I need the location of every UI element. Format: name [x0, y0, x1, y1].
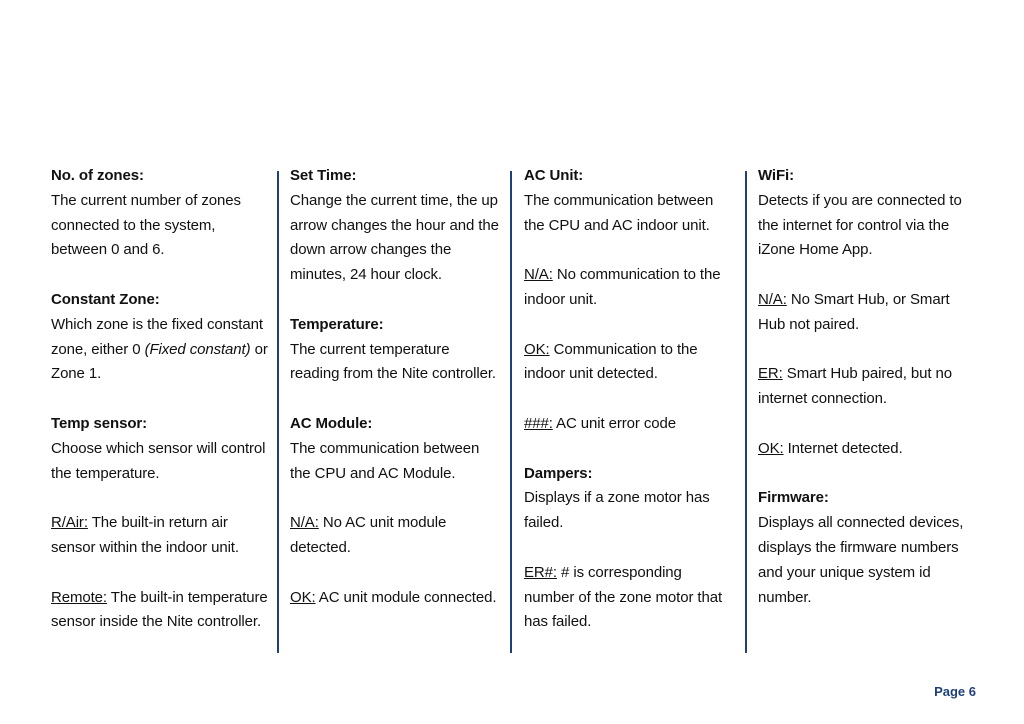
ac-module-heading: AC Module: — [290, 414, 373, 432]
ac-unit-na-entry — [524, 263, 736, 313]
constant-zone-description — [51, 313, 273, 387]
rair-entry — [51, 511, 273, 561]
wifi-ok-label: OK: — [758, 439, 784, 457]
dampers-er-label: ER#: — [524, 563, 557, 581]
ac-module-ok-label: OK: — [290, 588, 316, 606]
firmware-heading: Firmware: — [758, 489, 829, 507]
constant-zone-heading: Constant Zone: — [51, 290, 160, 308]
zones-heading: No. of zones: — [51, 167, 144, 184]
ac-unit-error-entry — [524, 412, 736, 437]
remote-entry — [51, 586, 273, 636]
wifi-na-label: N/A: — [758, 290, 787, 308]
column-divider-3 — [745, 171, 747, 653]
ac-unit-ok-description: Communication to the indoor unit detected. — [524, 340, 698, 383]
wifi-er-label: ER: — [758, 365, 783, 383]
temperature-heading: Temperature: — [290, 315, 384, 333]
column-divider-1 — [277, 171, 279, 653]
dampers-er-description: # is corresponding number of the zone motor that has failed. — [524, 563, 723, 631]
wifi-description: Detects if you are connected to the internet for control via the iZone Home App. — [758, 191, 962, 259]
ac-module-na-label: N/A: — [290, 514, 319, 532]
ac-unit-na-label: N/A: — [524, 266, 553, 284]
ac-module-description: The communication between the CPU and AC Module. — [290, 439, 480, 482]
wifi-ok-description: Internet detected. — [783, 439, 903, 457]
ac-unit-ok-label: OK: — [524, 340, 550, 358]
set-time-description: Change the current time, the up arrow changes the hour and the down arrow changes the minutes, 24 hour clock. — [290, 191, 499, 284]
ac-unit-description: The communication between the CPU and AC indoor unit. — [524, 191, 714, 234]
constant-zone-italic: (Fixed constant) — [144, 340, 251, 358]
dampers-description: Displays if a zone motor has failed. — [524, 489, 710, 532]
temperature-description: The current temperature reading from the Nite controller. — [290, 340, 496, 383]
temp-sensor-heading: Temp sensor: — [51, 414, 148, 432]
zones-description: The current number of zones connected to the system, between 0 and 6. — [51, 191, 241, 259]
column-wifi — [758, 164, 980, 610]
ac-unit-na-description: No communication to the indoor unit. — [524, 266, 721, 308]
wifi-na-entry — [758, 288, 980, 338]
wifi-ok-entry — [758, 437, 980, 462]
ac-unit-heading: AC Unit: — [524, 167, 584, 184]
page-number: Page 6 — [934, 684, 976, 699]
ac-module-na-description: No AC unit module detected. — [290, 514, 447, 556]
ac-unit-error-description: AC unit error code — [552, 414, 676, 432]
column-zones — [51, 164, 273, 635]
wifi-na-description: No Smart Hub, or Smart Hub not paired. — [758, 290, 950, 333]
wifi-er-entry — [758, 362, 980, 412]
ac-unit-error-label: ###: — [524, 414, 553, 432]
remote-description: The built-in temperature sensor inside the Nite controller. — [51, 588, 268, 631]
firmware-description: Displays all connected devices, displays the firmware numbers and your unique system id number. — [758, 514, 964, 606]
column-time — [290, 164, 502, 610]
dampers-heading: Dampers: — [524, 464, 593, 482]
rair-description: The built-in return air sensor within the indoor unit. — [51, 514, 239, 556]
column-ac-unit — [524, 164, 736, 635]
ac-unit-ok-entry — [524, 338, 736, 388]
column-divider-2 — [510, 171, 512, 653]
ac-module-na-entry — [290, 511, 502, 561]
set-time-heading: Set Time: — [290, 167, 357, 184]
dampers-er-entry — [524, 561, 736, 635]
constant-zone-text-a: Which zone is the fixed constant zone, either 0 — [51, 315, 263, 358]
constant-zone-text-b: or Zone 1. — [51, 340, 268, 383]
ac-module-ok-entry — [290, 586, 502, 611]
temp-sensor-description: Choose which sensor will control the temperature. — [51, 439, 266, 482]
rair-label: R/Air: — [51, 514, 88, 532]
ac-module-ok-description: AC unit module connected. — [315, 588, 497, 606]
wifi-heading: WiFi: — [758, 167, 795, 184]
wifi-er-description: Smart Hub paired, but no internet connection. — [758, 365, 952, 408]
remote-label: Remote: — [51, 588, 107, 606]
